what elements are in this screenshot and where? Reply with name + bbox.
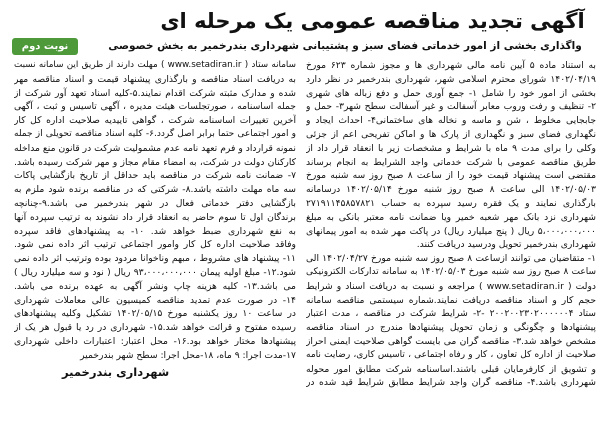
left-column-line: پیشنهادها مختار خواهد بود.۱۶- محل اعتبار: اعتبارات داخلی شهرداری — [14, 335, 296, 347]
right-column-line: مقتضی است پیشنهاد قیمت خود را از ساعت ۸ صبح روز سه شنبه مورخ — [306, 170, 596, 182]
left-column-line: در ساعت ۱۰ روز یکشنبه مورخ ۱۴۰۲/۰۵/۱۵ تشکیل وکلیه پیشنهادهای — [14, 308, 296, 320]
left-column-line: برندگان اول تا سوم حاضر به انعقاد قرار داد نشوند به ترتیب سپرده آنها — [14, 211, 296, 223]
right-column-line: وکلی را برای مدت ۹ ماه با شرایط و مشخصات زیر با انعقاد قرار داد از — [306, 142, 596, 154]
right-column-line: ستاد ۲۰۰۲۰۰۲۳۰۲۰۰۰۰۰۰۴ -۲- شرایط شرکت در مناقصه ، مدت اعتبار — [306, 308, 596, 320]
right-column-line: صلاحیت از اداره کل تعاون ، کار و رفاه اجتماعی ، تاسیس کاری، رضایت نامه — [306, 349, 596, 360]
right-column-line: جابجایی مخلوط ، شن و ماسه و نخاله های ساختمانی۴- احداث ایجاد و — [306, 115, 596, 127]
right-column-line: ۱۴۰۲/۰۴/۱۹ شورای محترم اسلامی شهر، شهرداری بندرخمیر در نظر دارد — [306, 73, 596, 85]
left-column-line: می باشد.۱۳- کلیه هزینه چاپ ونشر آگهی به عهده برنده می باشد. — [14, 280, 296, 292]
right-column-line: پیشنهادها و چگونگی و زمان تحویل پیشنهادها مندرج در اسناد مناقصه — [306, 322, 596, 334]
left-column-line: شود.۱۲- مبلغ اولیه پیمان ۹۳،۰۰۰،۰۰۰،۰۰۰ ریال ( نود و سه میلیارد ریال ) — [14, 266, 296, 278]
left-column-line: آخرین تغییرات اساسنامه شرکت ، گواهی تاییدیه صلاحیت اداره کل کار — [14, 115, 296, 127]
ad-subtitle: واگذاری بخشی از امور خدماتی فضای سبز و پشتیبانی شهرداری بندرخمیر به بخش خصوصی — [108, 40, 582, 52]
left-column-line: ۱۷-مدت اجرا: ۹ ماه، ۱۸-محل اجرا: سطح شهر بندرخمیر — [80, 349, 296, 361]
left-column-line: جمله اساسنامه ، صورتجلسات هیئت مدیره ، آگهی تاسیس و ثبت ، آگهی — [14, 101, 296, 113]
ad-title: آگهی تجدید مناقصه عمومی یک مرحله ای — [160, 9, 585, 33]
publication-round-badge: نوبت دوم — [12, 38, 78, 55]
right-column-line: مشخص خواهد شد.۳- مناقصه گران می بایست گواهی صلاحیت ایمنی احراز — [306, 335, 596, 347]
right-column-line: دولت ( www.setadiran.ir ) مراجعه و نسبت به دریافت اسناد و شرایط — [306, 280, 596, 292]
left-column-line: به دریافت اسناد مناقصه و بارگذاری پیشنهاد قیمت و اسناد مناقصه مهر — [14, 73, 296, 85]
left-column-line: شده و مدارک مثبته شرکت اقدام نمایند.۵-کلیه اسناد تعهد آور شرکت از — [14, 87, 296, 99]
right-text-column — [306, 59, 596, 390]
right-column-line: شهرداری بندرخمیر تحویل ودرسید دریافت کنند. — [416, 239, 596, 251]
right-column-line: حجم کار و اسناد مناقصه دریافت نمایند.شماره سیستمی مناقصه سامانه — [306, 294, 596, 306]
left-column-line: ۱۱- پیشنهاد های مشروط ، مبهم وناخوانا مردود بوده وترتیب اثر داده نمی — [14, 253, 296, 265]
right-column-line: بارگذاری نمایند و یک فقره رسید سپرده به حساب ۲۷۱۹۱۱۴۵۸۵۷۸۲۱ — [306, 197, 596, 209]
right-column-line: ۵،۰۰۰،۰۰۰،۰۰۰ ریال ( پنج میلیارد ریال) در پاکت مهر شده به امور پیمانهای — [306, 225, 596, 237]
left-column-line: به نفع شهرداری ضبط خواهد شد. ۱۰- به پیشنهادهای فاقد سپرده — [14, 225, 296, 237]
left-column-line: سه ماه مهلت داشته باشد.۸- شرکتی که در مناقصه برنده شود ملزم به — [14, 184, 296, 196]
right-column-line: ۲- تنظیف و رفت وروب معابر آسفالت و غیر آسفالت سطح شهر۳- حمل و — [306, 101, 596, 113]
left-column-line: وفاقد صلاحیت اداره کل کار وامور اجتماعی ترتیب اثر داده نمی شود. — [14, 239, 296, 251]
left-column-line: ۷- ضمانت نامه شرکت در مناقصه باید حداقل از تاریخ بازگشایی پاکات — [14, 170, 296, 182]
municipality-signature: شهرداری بندرخمیر — [62, 365, 170, 379]
left-column-line: سامانه ستاد ( www.setadiran.ir ) مهلت دارند از طریق این سامانه نسبت — [14, 60, 296, 70]
right-column-line: شهرداری نزد بانک مهر شعبه خمیر ویا ضمانت نامه معتبر بانکی به مبلغ — [306, 211, 596, 223]
right-column-line: ۱۴۰۲/۰۵/۰۳ الی ساعت ۸ صبح روز شنبه مورخ ۱۴۰۲/۰۵/۱۴ درسامانه — [306, 184, 596, 196]
right-column-line: ساعت ۸ صبح روز سه شنبه مورخ ۱۴۰۲/۰۵/۰۳ به سامانه تدارکات الکترونیکی — [306, 266, 596, 277]
left-column-line: کارکنان دولت در شرکت، به امضاء مقام مجاز و مهر شرکت رسیده باشد. — [14, 156, 296, 168]
left-column-line: ۱۴- در صورت عدم تمدید مناقصه کمیسیون عالی معاملات شهرداری — [14, 294, 296, 306]
right-column-line: و تشویق از کارفرمایان قبلی باشند.اساسنامه شرکت مطابق امور محوله — [306, 363, 596, 375]
right-column-line: شهرداری باشد.۴- مناقصه گران واجد شرایط مطابق شرایط قید شده در — [306, 377, 596, 389]
right-column-line: نگهداری فضای سبز و نگهداری از پارک ها و اماکن تفریحی اعم از جزئی — [306, 128, 596, 140]
left-column-line: رسیده مفتوح و قرائت خواهد شد.۱۵- شهرداری در رد یا قبول هر یک از — [14, 322, 296, 334]
right-column-line: به استناد ماده ۵ آیین نامه مالی شهرداری ها و مجوز شماره ۶۲۳ مورخ — [306, 60, 596, 71]
left-text-column — [14, 59, 296, 363]
left-column-line: و امور اجتماعی حتما برابر اصل گردد.۶- کلیه اسناد مناقصه تحویلی از جمله — [14, 128, 296, 139]
right-column-line: طریق مناقصه عمومی با شرکت خدماتی واجد الشرایط به انجام برساند — [306, 156, 596, 168]
right-column-line: ۱- متقاضیان می توانند ازساعت ۸ صبح روز سه شنبه مورخ ۱۴۰۲/۰۴/۲۷ الی — [306, 253, 596, 265]
right-column-line: بخشی از امور خود را شامل ۱- جمع آوری حمل و دفع زباله های شهری — [306, 87, 596, 99]
left-column-line: بازگشایی دفتر خدماتی فعال در شهر بندرخمیر می باشد.۹-چنانچه — [14, 197, 296, 209]
left-column-line: نمونه قرارداد و فرم تعهد نامه عدم مشمولیت شرکت در قانون منع مداخله — [14, 142, 296, 154]
